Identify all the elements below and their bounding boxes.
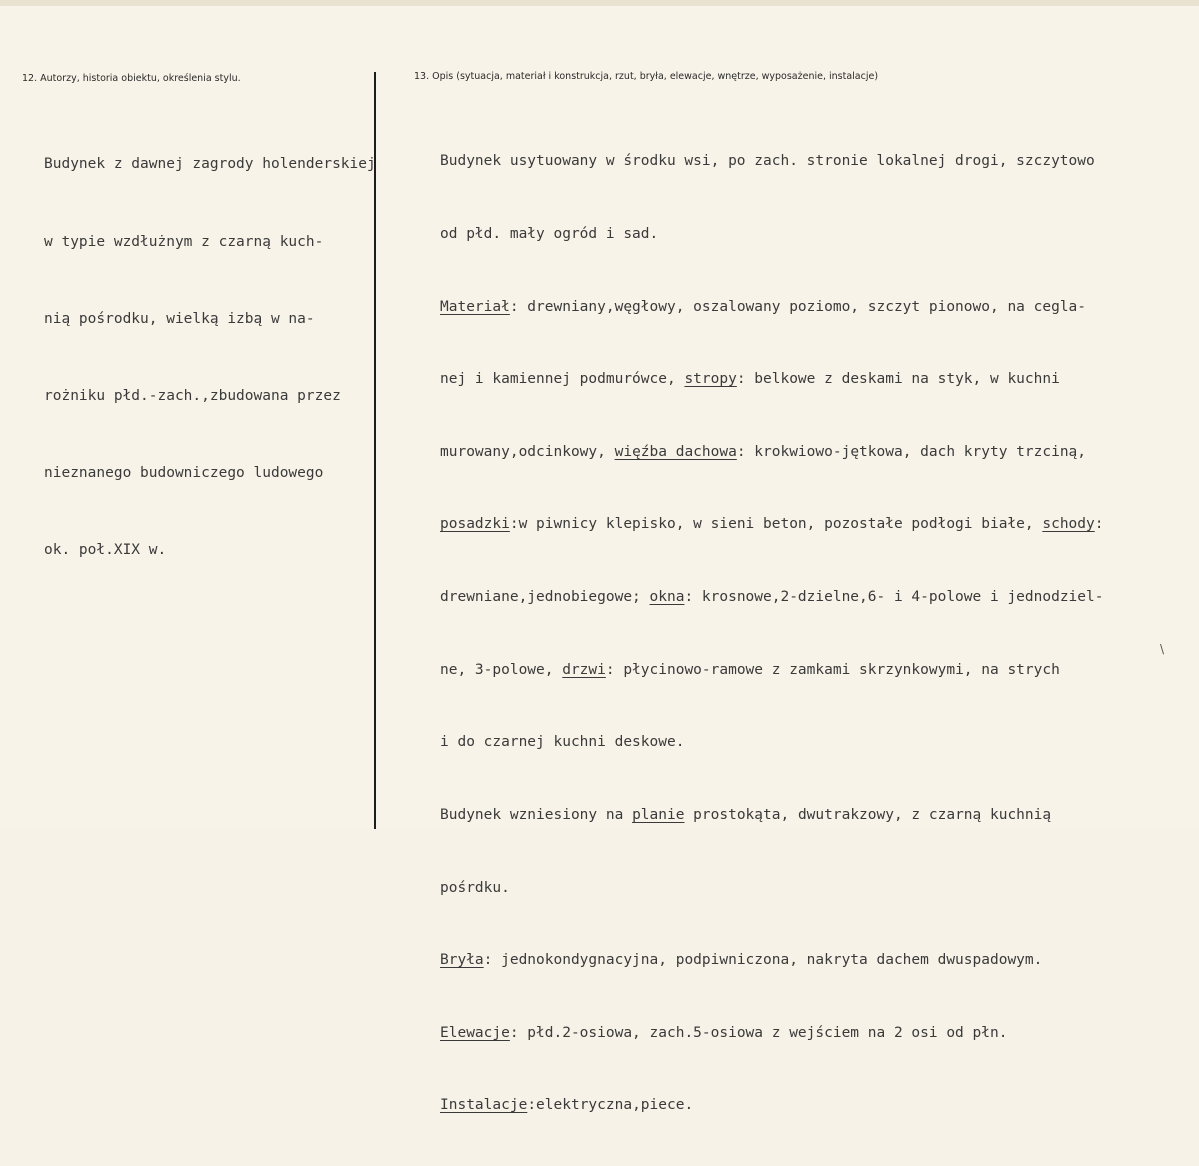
right-column-text [440, 101, 1103, 1166]
field-label: okna [649, 589, 685, 606]
text-segment: drewniane,jednobiegowe; [440, 589, 650, 606]
text-segment: : krokwiowo-jętkowa, dach kryty trzciną, [736, 443, 1087, 460]
text-line: nieznanego budowniczego ludowego [44, 464, 324, 481]
field-label: Materiał [440, 298, 510, 315]
pen-mark: \ [1160, 642, 1165, 656]
text-segment: :w piwnicy klepisko, w sieni beton, pozostałe podłogi białe, [509, 516, 1043, 533]
text-line [440, 440, 1103, 464]
field-label: planie [632, 806, 685, 823]
text-segment: : belkowe z deskami na styk, w kuchni [736, 371, 1060, 388]
text-segment: nej i kamiennej podmurówce, [440, 371, 685, 388]
field-label: stropy [684, 371, 737, 388]
text-segment: pośrdku. [440, 879, 510, 896]
text-segment: murowany,odcinkowy, [440, 443, 615, 460]
text-segment: od płd. mały ogród i sad. [440, 226, 659, 243]
text-line [440, 1021, 1103, 1045]
text-line: rożniku płd.-zach.,zbudowana przez [44, 387, 341, 404]
left-column-text [44, 101, 376, 615]
card-top-edge [0, 0, 1199, 6]
text-line [440, 512, 1103, 536]
text-line [440, 803, 1103, 827]
text-line [440, 149, 1103, 173]
text-line: Budynek z dawnej zagrody holenderskiej [44, 156, 376, 173]
text-segment: prostokąta, dwutrakzowy, z czarną kuchnią [684, 806, 1052, 823]
text-line [440, 658, 1103, 682]
text-line [440, 948, 1103, 972]
text-segment: : [1094, 516, 1104, 533]
text-line [440, 585, 1103, 609]
left-column-header: 12. Autorzy, historia obiektu, określenia stylu. [22, 73, 241, 84]
field-label: drzwi [562, 661, 606, 678]
text-line [440, 1093, 1103, 1117]
text-segment: : płd.2-osiowa, zach.5-osiowa z wejściem na 2 osi od płn. [509, 1024, 1008, 1041]
text-segment: : krosnowe,2-dzielne,6- i 4-polowe i jednodziel- [684, 589, 1104, 606]
text-segment: : płycinowo-ramowe z zamkami skrzynkowymi, na strych [605, 661, 1060, 678]
text-line [440, 730, 1103, 754]
text-line [440, 876, 1103, 900]
field-label: Bryła [440, 952, 484, 969]
field-label: Elewacje [440, 1024, 510, 1041]
text-segment: : jednokondygnacyjna, podpiwniczona, nakryta dachem dwuspadowym. [483, 952, 1043, 969]
field-label: więźba dachowa [614, 443, 737, 460]
text-line [440, 295, 1103, 319]
text-segment: i do czarnej kuchni deskowe. [440, 734, 685, 751]
text-line: w typie wzdłużnym z czarną kuch- [44, 233, 324, 250]
field-label: Instalacje [440, 1097, 528, 1114]
text-line: ok. poł.XIX w. [44, 541, 167, 558]
text-segment: Budynek wzniesiony na [440, 806, 633, 823]
text-line: nią pośrodku, wielką izbą w na- [44, 310, 315, 327]
text-line [440, 367, 1103, 391]
text-segment: :elektryczna,piece. [527, 1097, 694, 1114]
field-label: schody [1042, 516, 1095, 533]
field-label: posadzki [440, 516, 510, 533]
text-segment: Budynek usytuowany w środku wsi, po zach. stronie lokalnej drogi, szczytowo [440, 153, 1095, 170]
text-segment: : drewniany,węgłowy, oszalowany poziomo, szczyt pionowo, na cegla- [509, 298, 1087, 315]
text-line [440, 222, 1103, 246]
right-column-header: 13. Opis (sytuacja, materiał i konstrukcja, rzut, bryła, elewacje, wnętrze, wyposażenie, instalacje) [414, 71, 879, 82]
text-segment: ne, 3-polowe, [440, 661, 563, 678]
